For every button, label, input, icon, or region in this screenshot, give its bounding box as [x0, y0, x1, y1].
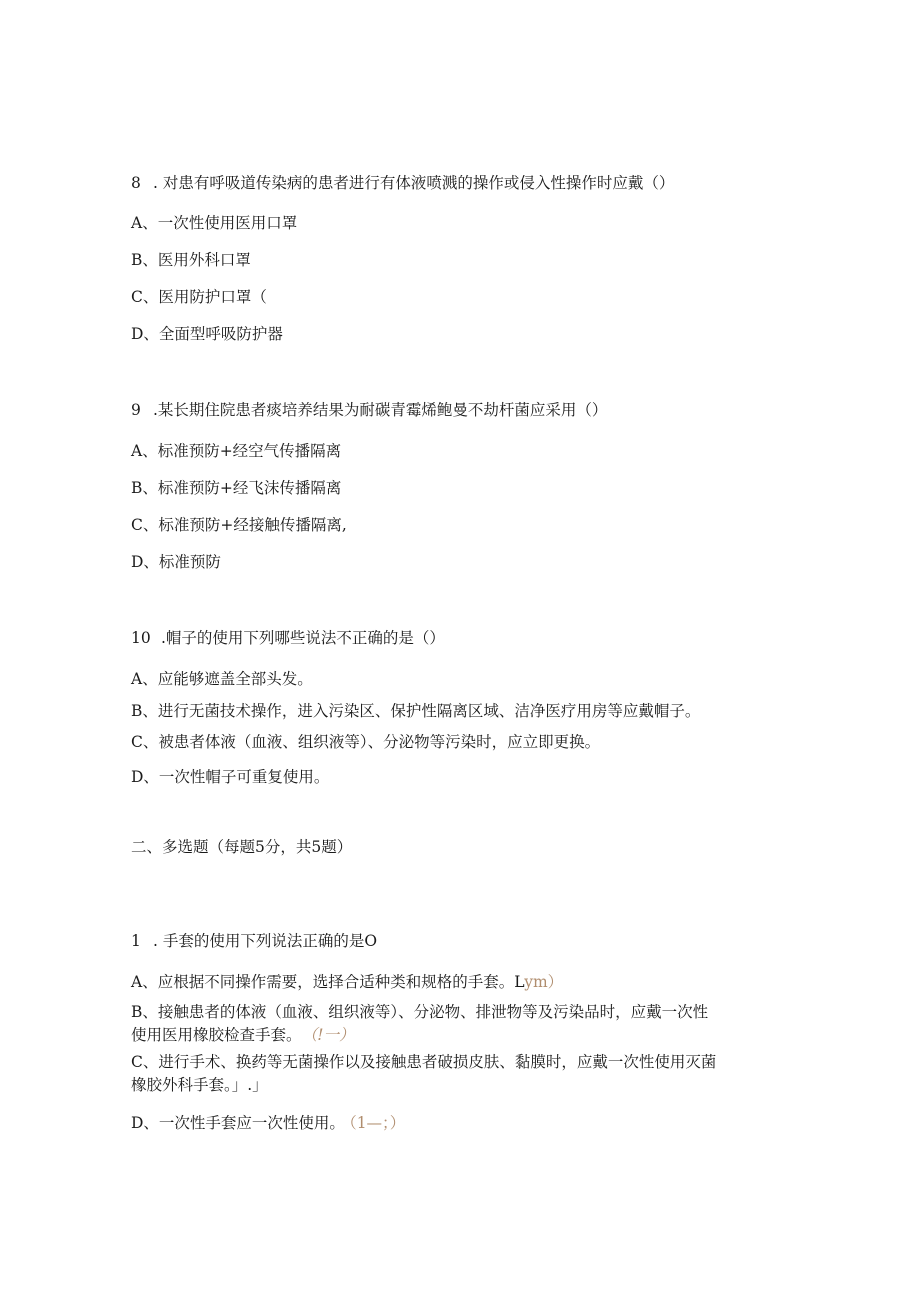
- multi-question-1-stem: [131, 931, 377, 951]
- q10-option-d: D、一次性帽子可重复使用。: [131, 768, 330, 786]
- question-8-stem: [131, 173, 674, 193]
- option-text: A、应根据不同操作需要，选择合适种类和规格的手套。L: [131, 973, 525, 991]
- q8-option-b: B、医用外科口罩: [131, 251, 251, 269]
- question-text: .帽子的使用下列哪些说法不正确的是（）: [161, 629, 445, 647]
- q9-option-a: A、标准预防+经空气传播隔离: [131, 442, 342, 460]
- option-text: 使用医用橡胶检查手套。: [131, 1026, 302, 1044]
- q9-option-c: C、标准预防+经接触传播隔离,: [131, 516, 347, 534]
- option-handwritten-mark: （1—；）: [348, 1114, 406, 1132]
- question-text: . 手套的使用下列说法正确的是O: [153, 932, 378, 950]
- question-text: . 对患有呼吸道传染病的患者进行有体液喷溅的操作或侵入性操作时应戴（）: [153, 174, 675, 192]
- m1-option-c-line1: C、进行手术、换药等无菌操作以及接触患者破损皮肤、黏膜时，应戴一次性使用灭菌: [131, 1053, 717, 1071]
- q8-option-d: D、全面型呼吸防护器: [131, 325, 283, 343]
- section-heading-multiple-choice: 二、多选题（每题5分，共5题）: [131, 838, 353, 856]
- question-number: 10: [131, 629, 151, 647]
- q8-option-c: C、医用防护口罩（: [131, 288, 267, 306]
- m1-option-b-line2: [131, 1025, 355, 1045]
- question-number: 8: [131, 174, 141, 192]
- option-text: D、一次性手套应一次性使用。: [131, 1114, 345, 1132]
- option-handwritten-mark: （!一）: [309, 1026, 355, 1044]
- q8-option-a: A、一次性使用医用口罩: [131, 214, 298, 232]
- question-10-stem: [131, 628, 445, 648]
- m1-option-b-line1: B、接触患者的体液（血液、组织液等）、分泌物、排泄物等及污染品时，应戴一次性: [131, 1003, 709, 1021]
- m1-option-c-line2: 橡胶外科手套。」.」: [131, 1076, 268, 1094]
- question-text: .某长期住院患者痰培养结果为耐碳青霉烯鲍曼不劫杆菌应采用（）: [153, 401, 608, 419]
- q9-option-d: D、标准预防: [131, 553, 221, 571]
- question-number: 9: [131, 401, 141, 419]
- option-handwritten-mark: ym）: [524, 973, 564, 991]
- m1-option-d: [131, 1113, 405, 1133]
- question-9-stem: [131, 400, 607, 420]
- q9-option-b: B、标准预防+经飞沫传播隔离: [131, 479, 342, 497]
- q10-option-c: C、被患者体液（血液、组织液等）、分泌物等污染时，应立即更换。: [131, 733, 601, 751]
- m1-option-a: [131, 972, 563, 992]
- q10-option-b: B、进行无菌技术操作，进入污染区、保护性隔离区域、洁净医疗用房等应戴帽子。: [131, 702, 701, 720]
- q10-option-a: A、应能够遮盖全部头发。: [131, 670, 313, 688]
- question-number: 1: [131, 932, 141, 950]
